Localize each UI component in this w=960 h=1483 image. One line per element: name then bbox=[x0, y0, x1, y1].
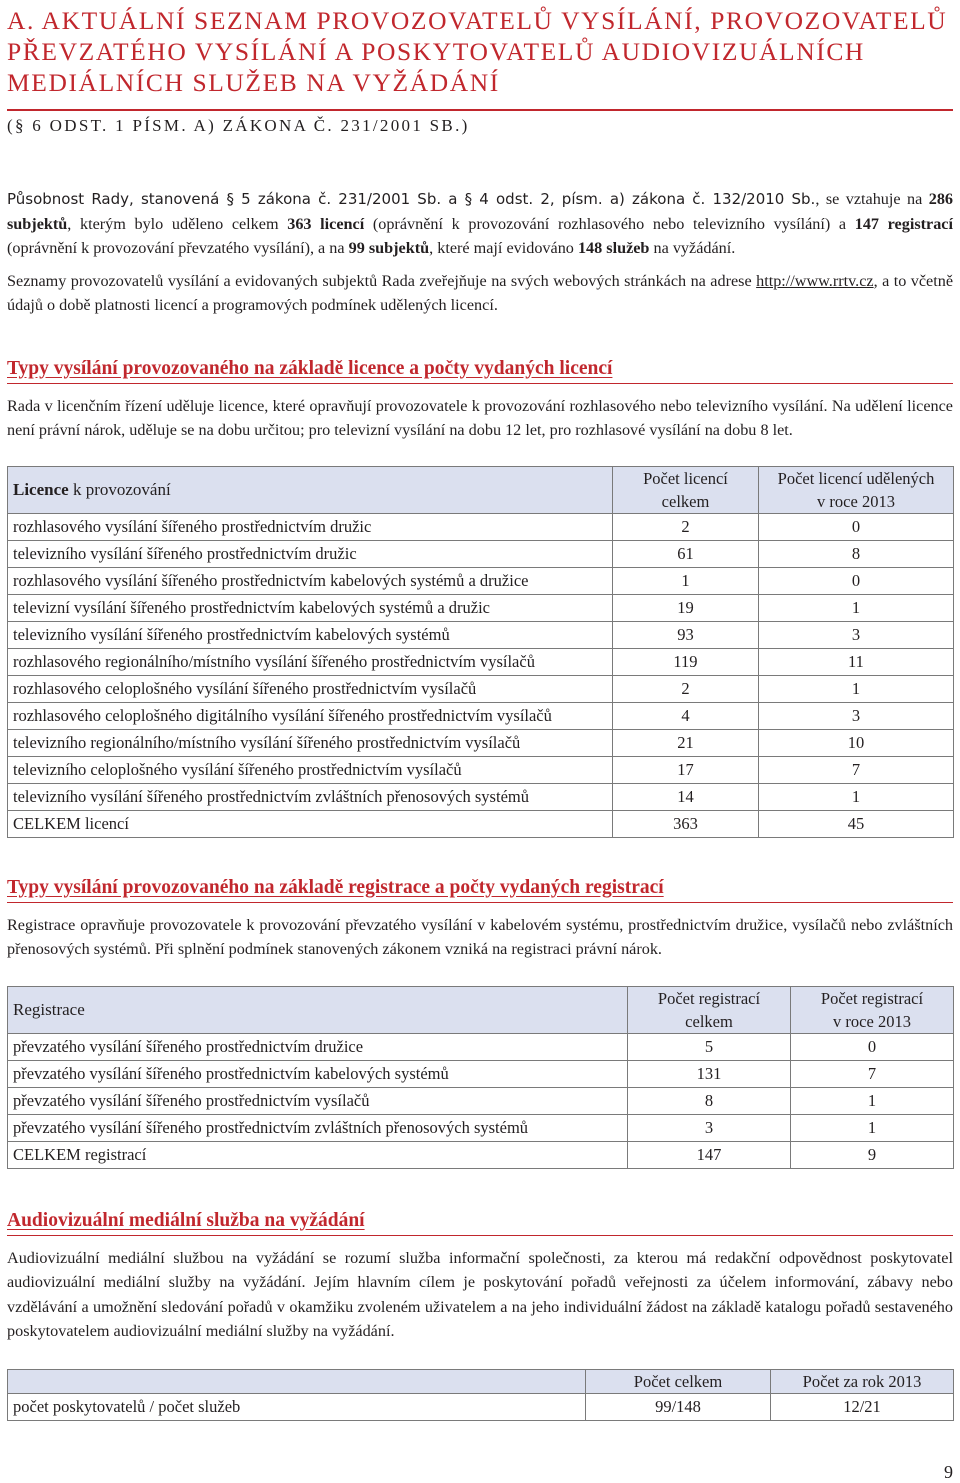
rrtv-link[interactable]: http://www.rrtv.cz bbox=[756, 271, 874, 290]
row-year: 0 bbox=[759, 513, 954, 540]
table-row bbox=[8, 1060, 954, 1087]
row-label: počet poskytovatelů / počet služeb bbox=[8, 1393, 586, 1420]
avms-paragraph: Audiovizuální mediální službou na vyžádání se rozumí služba informační společnosti, za kterou má redakční odpovědnost poskytovatel audiovizuální mediální služby na vyžádání. Jejím hlavním cílem je poskytování pořadů veřejnosti za účelem informování, zábavy nebo vzdělávání a umožnění sledování pořadů v okamžiku zvoleném uživatelem a na jeho individuální žádost na základě katalogu pořadů sestaveného poskytovatelem audiovizuální mediální služby na vyžádání. bbox=[7, 1248, 953, 1340]
intro-text: (oprávnění k provozování převzatého vysílání), a na bbox=[7, 239, 349, 257]
row-year: 1 bbox=[759, 594, 954, 621]
row-label: CELKEM registrací bbox=[8, 1141, 628, 1168]
row-label: televizního vysílání šířeného prostřednictvím družic bbox=[8, 540, 613, 567]
intro-paragraph bbox=[7, 187, 953, 261]
table-row bbox=[8, 675, 954, 702]
row-label: rozhlasového regionálního/místního vysílání šířeného prostřednictvím vysílačů bbox=[8, 648, 613, 675]
registrace-paragraph: Registrace opravňuje provozovatele k provozování převzatého vysílání v kabelovém systému, prostřednictvím družice, vysílačů nebo zvláštních přenosových systémů. Při splnění podmínek stanovených zákonem vzniká na registraci právní nárok. bbox=[7, 915, 953, 958]
row-total: 119 bbox=[613, 648, 759, 675]
table-row bbox=[8, 702, 954, 729]
row-year: 11 bbox=[759, 648, 954, 675]
row-label: televizního celoplošného vysílání šířeného prostřednictvím vysílačů bbox=[8, 756, 613, 783]
table-row bbox=[8, 594, 954, 621]
row-year: 8 bbox=[759, 540, 954, 567]
column-header-type: Licence k provozování bbox=[8, 466, 613, 513]
column-header-year: Počet za rok 2013 bbox=[771, 1369, 954, 1393]
row-total: 61 bbox=[613, 540, 759, 567]
intro-paragraph-2 bbox=[7, 269, 953, 318]
row-year: 1 bbox=[759, 783, 954, 810]
intro-emphasis: 363 licencí bbox=[287, 214, 365, 233]
table-row bbox=[8, 1114, 954, 1141]
row-label: převzatého vysílání šířeného prostřednictvím kabelových systémů bbox=[8, 1060, 628, 1087]
table-row bbox=[8, 648, 954, 675]
row-label: televizního vysílání šířeného prostřednictvím kabelových systémů bbox=[8, 621, 613, 648]
page-subtitle: (§ 6 ODST. 1 PÍSM. A) ZÁKONA Č. 231/2001 SB.) bbox=[7, 116, 470, 135]
column-header-year: Počet registrací v roce 2013 bbox=[791, 986, 954, 1033]
row-year: 7 bbox=[759, 756, 954, 783]
row-total: 131 bbox=[628, 1060, 791, 1087]
row-year: 7 bbox=[791, 1060, 954, 1087]
section-title-registrace: Typy vysílání provozovaného na základě registrace a počty vydaných registrací bbox=[7, 876, 953, 903]
column-header-total: Počet licencí celkem bbox=[613, 466, 759, 513]
row-label: rozhlasového vysílání šířeného prostřednictvím kabelových systémů a družice bbox=[8, 567, 613, 594]
intro-emphasis: 99 subjektů bbox=[348, 239, 430, 257]
column-header-total: Počet registrací celkem bbox=[628, 986, 791, 1033]
title-line: MEDIÁLNÍCH SLUŽEB NA VYŽÁDÁNÍ bbox=[7, 68, 500, 97]
page-number: 9 bbox=[944, 1462, 953, 1482]
row-year: 1 bbox=[759, 675, 954, 702]
page-title bbox=[7, 5, 953, 98]
document-page bbox=[7, 0, 953, 1421]
section-title-licence: Typy vysílání provozovaného na základě licence a počty vydaných licencí bbox=[7, 357, 953, 384]
intro-text: , se vztahuje na bbox=[815, 190, 929, 208]
row-year: 10 bbox=[759, 729, 954, 756]
intro-emphasis: 147 registrací bbox=[854, 214, 953, 233]
row-year: 45 bbox=[759, 810, 954, 837]
intro-emphasis: 286 subjektů bbox=[7, 190, 954, 233]
section-title-avms: Audiovizuální mediální služba na vyžádání bbox=[7, 1209, 953, 1236]
table-row bbox=[8, 756, 954, 783]
avms-table bbox=[7, 1369, 954, 1421]
row-total: 93 bbox=[613, 621, 759, 648]
table-header-row bbox=[8, 1369, 954, 1393]
licence-paragraph: Rada v licenčním řízení uděluje licence, které opravňují provozovatele k provozování rozhlasového nebo televizního vysílání. Na udělení licence není právní nárok, uděluje se na dobu určitou; pro televizní vysílání na dobu 12 let, pro rozhlasové vysílání na dobu 8 let. bbox=[7, 396, 953, 439]
table-row bbox=[8, 621, 954, 648]
title-divider bbox=[7, 109, 953, 111]
title-line: A. AKTUÁLNÍ SEZNAM PROVOZOVATELŮ VYSÍLÁNÍ, PROVOZOVATELŮ bbox=[7, 6, 948, 35]
intro-text: (oprávnění k provozování rozhlasového nebo televizního vysílání) a bbox=[364, 214, 855, 233]
row-label: rozhlasového vysílání šířeného prostřednictvím družic bbox=[8, 513, 613, 540]
intro-text: Seznamy provozovatelů vysílání a evidovaných subjektů Rada zveřejňuje na svých webových stránkách na adrese bbox=[7, 271, 757, 290]
intro-text: na vyžádání. bbox=[649, 239, 736, 257]
row-total: 3 bbox=[628, 1114, 791, 1141]
registrace-table bbox=[7, 986, 954, 1169]
table-row bbox=[8, 783, 954, 810]
table-row bbox=[8, 1087, 954, 1114]
column-header-empty bbox=[8, 1369, 586, 1393]
row-label: televizní vysílání šířeného prostřednictvím kabelových systémů a družic bbox=[8, 594, 613, 621]
row-label: rozhlasového celoplošného digitálního vysílání šířeného prostřednictvím vysílačů bbox=[8, 702, 613, 729]
row-total: 1 bbox=[613, 567, 759, 594]
row-year: 1 bbox=[791, 1087, 954, 1114]
row-year: 12/21 bbox=[771, 1393, 954, 1420]
row-year: 3 bbox=[759, 621, 954, 648]
row-total: 14 bbox=[613, 783, 759, 810]
table-total-row bbox=[8, 810, 954, 837]
row-total: 147 bbox=[628, 1141, 791, 1168]
table-total-row bbox=[8, 1141, 954, 1168]
table-header-row bbox=[8, 466, 954, 513]
row-year: 0 bbox=[759, 567, 954, 594]
table-row bbox=[8, 567, 954, 594]
intro-text: Působnost Rady, stanovená § 5 zákona č. 231/2001 Sb. a § 4 odst. 2, písm. a) zákona č. 132/2010 Sb. bbox=[7, 190, 816, 208]
table-row bbox=[8, 1033, 954, 1060]
row-total: 5 bbox=[628, 1033, 791, 1060]
licence-table bbox=[7, 466, 954, 838]
row-label: televizního vysílání šířeného prostřednictvím zvláštních přenosových systémů bbox=[8, 783, 613, 810]
table-row bbox=[8, 513, 954, 540]
table-header-row bbox=[8, 986, 954, 1033]
row-total: 4 bbox=[613, 702, 759, 729]
row-total: 99/148 bbox=[586, 1393, 771, 1420]
row-total: 17 bbox=[613, 756, 759, 783]
row-label: převzatého vysílání šířeného prostřednictvím zvláštních přenosových systémů bbox=[8, 1114, 628, 1141]
column-header-year: Počet licencí udělených v roce 2013 bbox=[759, 466, 954, 513]
table-row bbox=[8, 540, 954, 567]
row-year: 3 bbox=[759, 702, 954, 729]
intro-text: , a to včetně údajů o době platnosti licencí a programových podmínek udělených licencí. bbox=[7, 271, 954, 314]
intro-text: , kterým bylo uděleno celkem bbox=[67, 214, 288, 233]
row-label: CELKEM licencí bbox=[8, 810, 613, 837]
row-label: televizního regionálního/místního vysílání šířeného prostřednictvím vysílačů bbox=[8, 729, 613, 756]
row-year: 0 bbox=[791, 1033, 954, 1060]
intro-emphasis: 148 služeb bbox=[577, 239, 650, 257]
row-total: 19 bbox=[613, 594, 759, 621]
title-line: PŘEVZATÉHO VYSÍLÁNÍ A POSKYTOVATELŮ AUDIOVIZUÁLNÍCH bbox=[7, 37, 865, 66]
row-total: 2 bbox=[613, 675, 759, 702]
column-header-total: Počet celkem bbox=[586, 1369, 771, 1393]
column-header-type: Registrace bbox=[8, 986, 628, 1033]
table-row bbox=[8, 729, 954, 756]
row-total: 8 bbox=[628, 1087, 791, 1114]
row-label: převzatého vysílání šířeného prostřednictvím vysílačů bbox=[8, 1087, 628, 1114]
row-label: rozhlasového celoplošného vysílání šířeného prostřednictvím vysílačů bbox=[8, 675, 613, 702]
row-total: 21 bbox=[613, 729, 759, 756]
intro-text: , které mají evidováno bbox=[429, 239, 578, 257]
row-year: 1 bbox=[791, 1114, 954, 1141]
row-label: převzatého vysílání šířeného prostřednictvím družice bbox=[8, 1033, 628, 1060]
table-row bbox=[8, 1393, 954, 1420]
row-total: 363 bbox=[613, 810, 759, 837]
row-year: 9 bbox=[791, 1141, 954, 1168]
row-total: 2 bbox=[613, 513, 759, 540]
